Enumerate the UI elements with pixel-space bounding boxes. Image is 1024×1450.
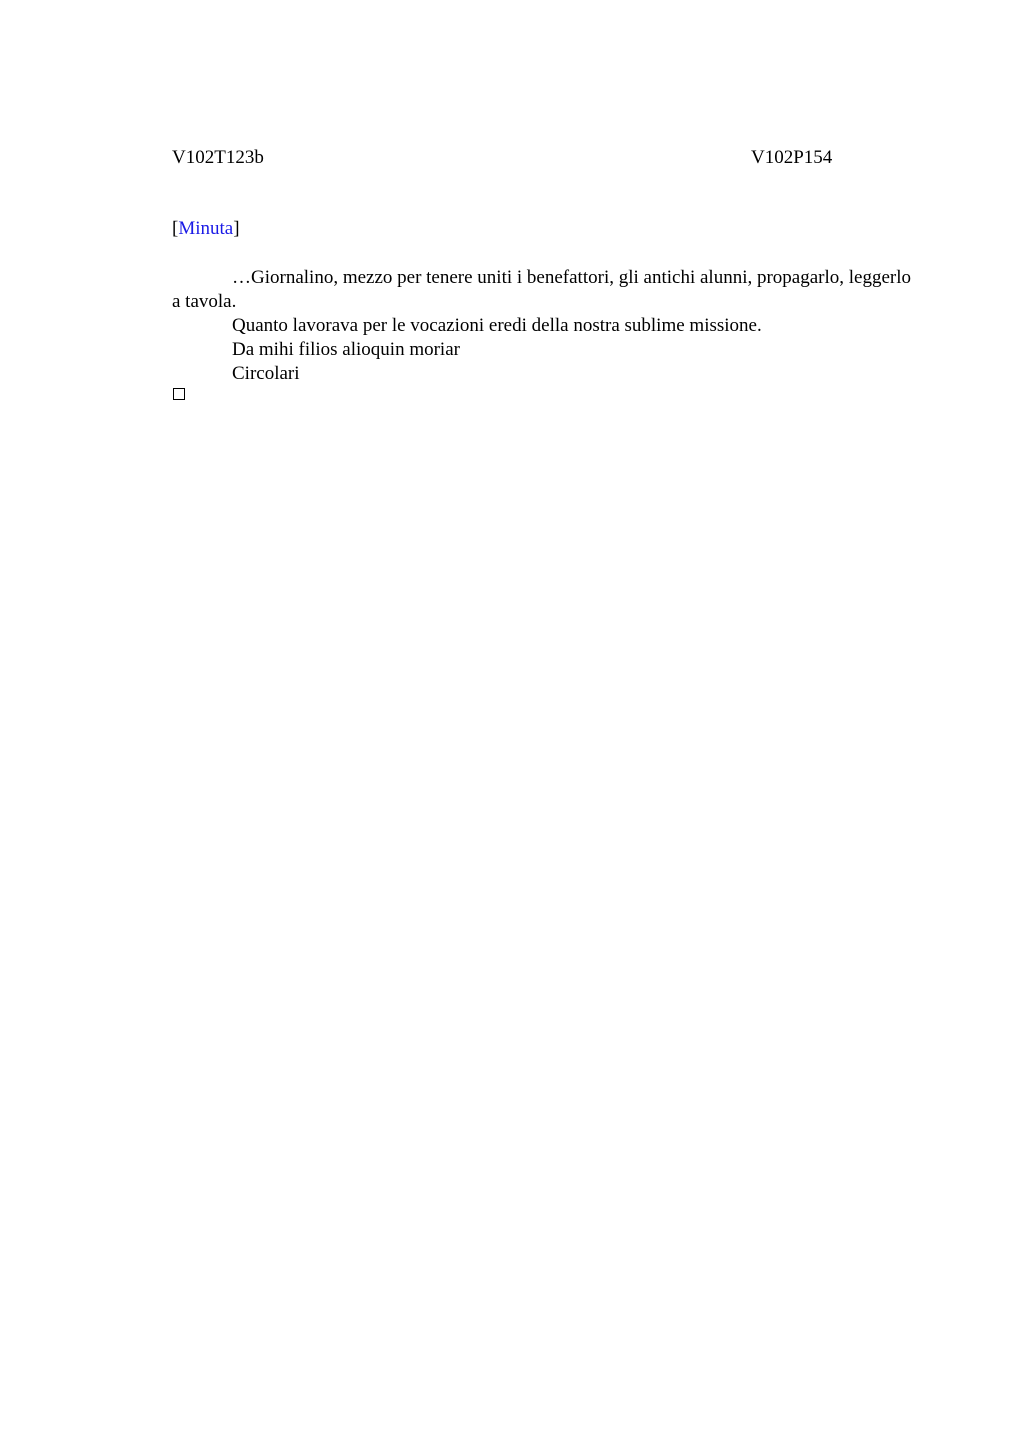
paragraph-circolari: Circolari (232, 363, 300, 384)
paragraph-da-mihi: Da mihi filios alioquin moriar (232, 339, 460, 360)
paragraph-vocazioni: Quanto lavorava per le vocazioni eredi della nostra sublime missione. (232, 315, 762, 336)
paragraph-giornalino: …Giornalino, mezzo per tenere uniti i benefattori, gli antichi alunni, propagarlo, leggerlo a tavola. (172, 267, 912, 312)
bracket-open: [ (172, 218, 179, 239)
minuta-label (172, 218, 240, 240)
minuta-link[interactable]: Minuta (178, 218, 234, 239)
document-code-right: V102P154 (751, 147, 833, 168)
checkbox-empty-icon (173, 388, 185, 400)
document-body (172, 266, 912, 386)
bracket-close: ] (233, 218, 240, 239)
document-code-left: V102T123b (172, 147, 264, 168)
